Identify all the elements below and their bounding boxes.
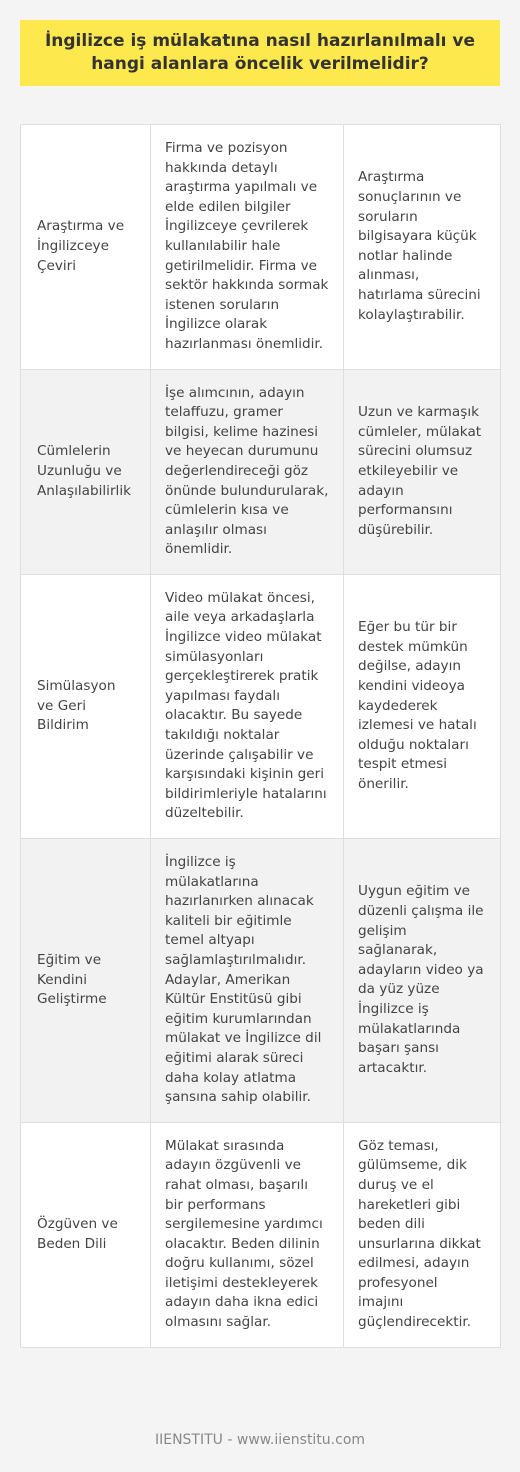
row-detail: İngilizce iş mülakatlarına hazırlanırken alınacak kaliteli bir eğitimle temel altyapı sağlamlaştırılmalıdır. Adaylar, Amerikan Kültür Enstitüsü gibi eğitim kurumlarından mülakat ve İngilizce dil eğitimi alarak süreci daha kolay atlatma şansına sahip olabilir. bbox=[151, 839, 344, 1123]
row-tip: Göz teması, gülümseme, dik duruş ve el hareketleri gibi beden dili unsurlarına dikkat edilmesi, adayın profesyonel imajını güçlendirecektir. bbox=[344, 1122, 501, 1347]
row-tip: Araştırma sonuçlarının ve soruların bilgisayara küçük notlar halinde alınması, hatırlama sürecini kolaylaştırabilir. bbox=[344, 125, 501, 370]
title-banner bbox=[20, 20, 500, 86]
row-topic: Simülasyon ve Geri Bildirim bbox=[21, 574, 151, 838]
footer-credit: IIENSTITU - www.iienstitu.com bbox=[154, 1432, 366, 1448]
row-topic: Eğitim ve Kendini Geliştirme bbox=[21, 839, 151, 1123]
row-topic: Araştırma ve İngilizceye Çeviri bbox=[21, 125, 151, 370]
table-row bbox=[21, 369, 501, 574]
row-detail: İşe alımcının, adayın telaffuzu, gramer bilgisi, kelime hazinesi ve heyecan durumunu değerlendireceği göz önünde bulundurularak, cümlelerin kısa ve anlaşılır olması önemlidir. bbox=[151, 369, 344, 574]
row-topic: Özgüven ve Beden Dili bbox=[21, 1122, 151, 1347]
table-row bbox=[21, 125, 501, 370]
row-topic: Cümlelerin Uzunluğu ve Anlaşılabilirlik bbox=[21, 369, 151, 574]
table-row bbox=[21, 1122, 501, 1347]
info-table bbox=[20, 124, 501, 1348]
row-tip: Uygun eğitim ve düzenli çalışma ile gelişim sağlanarak, adayların video ya da yüz yüze İngilizce iş mülakatlarında başarı şansı artacaktır. bbox=[344, 839, 501, 1123]
row-tip: Uzun ve karmaşık cümleler, mülakat sürecini olumsuz etkileyebilir ve adayın performansını düşürebilir. bbox=[344, 369, 501, 574]
row-detail: Mülakat sırasında adayın özgüvenli ve rahat olması, başarılı bir performans sergilemesine yardımcı olacaktır. Beden dilinin doğru kullanımı, sözel iletişimi destekleyerek adayın daha ikna edici olmasını sağlar. bbox=[151, 1122, 344, 1347]
row-detail: Video mülakat öncesi, aile veya arkadaşlarla İngilizce video mülakat simülasyonları gerçekleştirerek pratik yapılması faydalı olacaktır. Bu sayede takıldığı noktalar üzerinde çalışabilir ve karşısındaki kişinin geri bildirimleriyle hatalarını düzeltebilir. bbox=[151, 574, 344, 838]
row-tip: Eğer bu tür bir destek mümkün değilse, adayın kendini videoya kaydederek izlemesi ve hatalı olduğu noktaları tespit etmesi önerilir. bbox=[344, 574, 501, 838]
page-title: İngilizce iş mülakatına nasıl hazırlanılmalı ve hangi alanlara öncelik verilmelidir? bbox=[44, 31, 476, 74]
table-row bbox=[21, 839, 501, 1123]
table-row bbox=[21, 574, 501, 838]
row-detail: Firma ve pozisyon hakkında detaylı araştırma yapılmalı ve elde edilen bilgiler İngilizceye çevrilerek kullanılabilir hale getirilmelidir. Firma ve sektör hakkında sormak istenen soruların İngilizce olarak hazırlanması önemlidir. bbox=[151, 125, 344, 370]
